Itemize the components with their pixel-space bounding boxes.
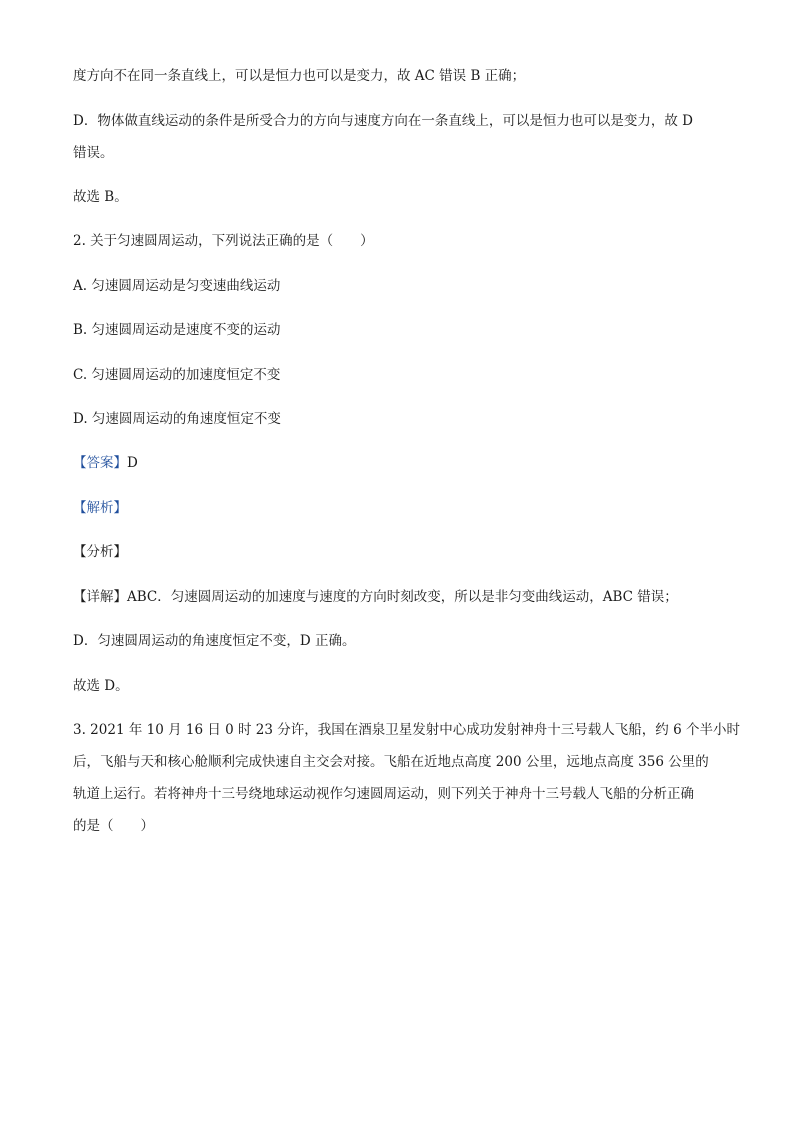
answer-value: D: [127, 455, 138, 471]
fenxi-heading: [73, 541, 724, 563]
option-a: A. 匀速圆周运动是匀变速曲线运动: [73, 278, 281, 294]
detail-text: ABC．匀速圆周运动的加速度与速度的方向时刻改变，所以是非匀变曲线运动，ABC 错误；: [127, 589, 678, 605]
question-3-line-4: 的是（ ）: [73, 818, 154, 834]
question-3-line-2: 后，飞船与天和核心舱顺利完成快速自主交会对接。飞船在近地点高度 200 公里，远地点高度 356 公里的: [73, 754, 709, 770]
text-line: 度方向不在同一条直线上，可以是恒力也可以是变力，故 AC 错误 B 正确；: [73, 68, 526, 84]
fenxi-tag: 【分析】: [73, 544, 127, 560]
analysis-tag: 【解析】: [73, 500, 127, 516]
text-line: 故选 B。: [73, 189, 128, 205]
question-3-line-3: 轨道上运行。若将神舟十三号绕地球运动视作匀速圆周运动，则下列关于神舟十三号载人飞船的分析正确: [73, 786, 694, 802]
option-c: C. 匀速圆周运动的加速度恒定不变: [73, 367, 281, 383]
choose-d-line: 故选 D。: [73, 678, 129, 694]
option-d: D. 匀速圆周运动的角速度恒定不变: [73, 411, 281, 427]
answer-tag: 【答案】: [73, 455, 127, 471]
text-line: 错误。: [73, 145, 114, 161]
detail-tag: 【详解】: [73, 589, 127, 605]
question-2-stem: 2. 关于匀速圆周运动，下列说法正确的是（ ）: [73, 233, 374, 249]
answer-line: [73, 452, 724, 474]
question-3-line-1: 3. 2021 年 10 月 16 日 0 时 23 分许，我国在酒泉卫星发射中心成功发射神舟十三号载人飞船，约 6 个半小时: [73, 722, 740, 738]
text-line: D．物体做直线运动的条件是所受合力的方向与速度方向在一条直线上，可以是恒力也可以是变力，故 D: [73, 113, 693, 129]
analysis-heading: [73, 497, 724, 519]
detail-line: [73, 586, 724, 608]
option-b: B. 匀速圆周运动是速度不变的运动: [73, 322, 281, 338]
detail-d-line: D．匀速圆周运动的角速度恒定不变，D 正确。: [73, 633, 356, 649]
